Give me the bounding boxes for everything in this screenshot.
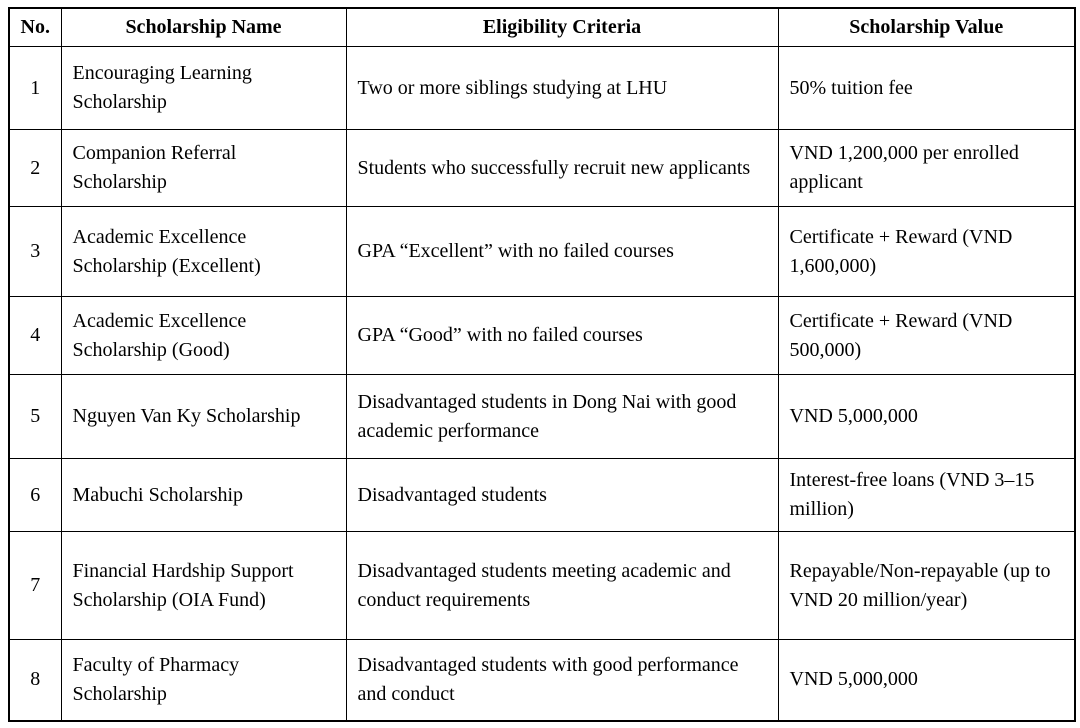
cell-scholarship-name: Nguyen Van Ky Scholarship [61, 375, 346, 459]
cell-scholarship-name: Mabuchi Scholarship [61, 459, 346, 532]
cell-no: 6 [9, 459, 61, 532]
cell-value: Certificate + Reward (VND 1,600,000) [778, 207, 1075, 297]
cell-no: 4 [9, 297, 61, 375]
cell-eligibility: Disadvantaged students with good performance and conduct [346, 640, 778, 721]
cell-no: 5 [9, 375, 61, 459]
table-header [9, 8, 1075, 47]
cell-eligibility: Two or more siblings studying at LHU [346, 47, 778, 130]
scholarship-table [8, 7, 1076, 722]
cell-eligibility: Disadvantaged students in Dong Nai with good academic performance [346, 375, 778, 459]
cell-value: Certificate + Reward (VND 500,000) [778, 297, 1075, 375]
cell-value: VND 1,200,000 per enrolled applicant [778, 130, 1075, 207]
table-row [9, 130, 1075, 207]
table-row [9, 532, 1075, 640]
cell-scholarship-name: Companion Referral Scholarship [61, 130, 346, 207]
cell-value: 50% tuition fee [778, 47, 1075, 130]
cell-eligibility: Students who successfully recruit new applicants [346, 130, 778, 207]
column-header-scholarship-value: Scholarship Value [778, 8, 1075, 47]
table-row [9, 375, 1075, 459]
cell-value: Interest-free loans (VND 3–15 million) [778, 459, 1075, 532]
table-row [9, 459, 1075, 532]
cell-scholarship-name: Faculty of Pharmacy Scholarship [61, 640, 346, 721]
cell-no: 7 [9, 532, 61, 640]
cell-eligibility: Disadvantaged students meeting academic and conduct requirements [346, 532, 778, 640]
cell-eligibility: GPA “Good” with no failed courses [346, 297, 778, 375]
cell-value: Repayable/Non-repayable (up to VND 20 million/year) [778, 532, 1075, 640]
table-row [9, 640, 1075, 721]
cell-scholarship-name: Encouraging Learning Scholarship [61, 47, 346, 130]
column-header-scholarship-name: Scholarship Name [61, 8, 346, 47]
table-row [9, 297, 1075, 375]
cell-scholarship-name: Academic Excellence Scholarship (Excellent) [61, 207, 346, 297]
cell-eligibility: GPA “Excellent” with no failed courses [346, 207, 778, 297]
cell-value: VND 5,000,000 [778, 640, 1075, 721]
table-body [9, 47, 1075, 721]
cell-no: 8 [9, 640, 61, 721]
cell-scholarship-name: Financial Hardship Support Scholarship (OIA Fund) [61, 532, 346, 640]
cell-no: 2 [9, 130, 61, 207]
cell-no: 1 [9, 47, 61, 130]
cell-eligibility: Disadvantaged students [346, 459, 778, 532]
column-header-no: No. [9, 8, 61, 47]
column-header-eligibility-criteria: Eligibility Criteria [346, 8, 778, 47]
header-row [9, 8, 1075, 47]
cell-value: VND 5,000,000 [778, 375, 1075, 459]
table-row [9, 207, 1075, 297]
cell-scholarship-name: Academic Excellence Scholarship (Good) [61, 297, 346, 375]
cell-no: 3 [9, 207, 61, 297]
table-row [9, 47, 1075, 130]
